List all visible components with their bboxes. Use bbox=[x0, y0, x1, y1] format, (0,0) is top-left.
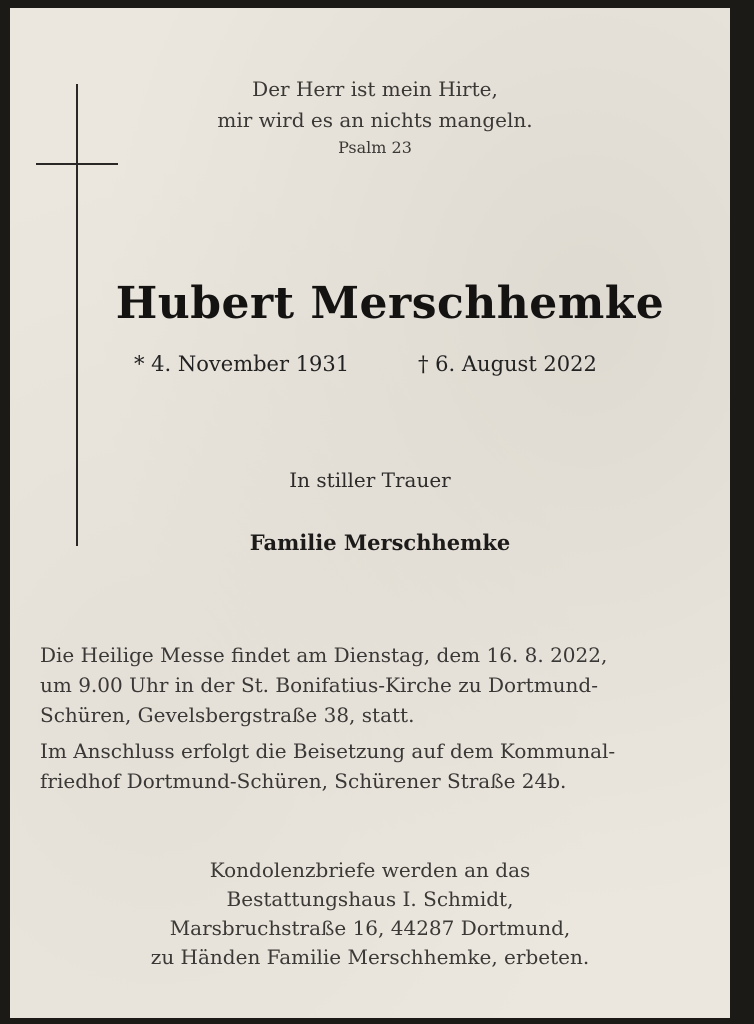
verse-line-1: Der Herr ist mein Hirte, bbox=[252, 77, 498, 101]
mourning-phrase: In stiller Trauer bbox=[289, 468, 451, 492]
mass-line: Die Heilige Messe findet am Dienstag, dem 16. 8. 2022, bbox=[40, 643, 608, 667]
condolence-line: Kondolenzbriefe werden an das bbox=[209, 858, 531, 882]
mass-line: um 9.00 Uhr in der St. Bonifatius-Kirche zu Dortmund- bbox=[40, 673, 598, 697]
psalm-verse bbox=[170, 74, 580, 136]
deceased-name: Hubert Merschhemke bbox=[115, 278, 665, 329]
mourning-family: Familie Merschhemke bbox=[249, 530, 511, 555]
condolence-line: Marsbruchstraße 16, 44287 Dortmund, bbox=[169, 916, 571, 940]
mass-line: Schüren, Gevelsbergstraße 38, statt. bbox=[40, 703, 415, 727]
cross-icon-bar bbox=[36, 163, 118, 165]
burial-announcement bbox=[40, 736, 720, 796]
burial-line: Im Anschluss erfolgt die Beisetzung auf dem Kommunal- bbox=[40, 739, 616, 763]
mass-announcement bbox=[40, 640, 720, 730]
burial-line: friedhof Dortmund-Schüren, Schürener Straße 24b. bbox=[40, 769, 567, 793]
condolence-instructions bbox=[100, 856, 640, 972]
condolence-line: zu Händen Familie Merschhemke, erbeten. bbox=[150, 945, 590, 969]
verse-source: Psalm 23 bbox=[338, 138, 412, 157]
verse-line-2: mir wird es an nichts mangeln. bbox=[217, 108, 533, 132]
death-date: † 6. August 2022 bbox=[418, 352, 597, 376]
birth-date: * 4. November 1931 bbox=[134, 352, 350, 376]
condolence-line: Bestattungshaus I. Schmidt, bbox=[226, 887, 514, 911]
obituary-notice bbox=[10, 8, 730, 1018]
